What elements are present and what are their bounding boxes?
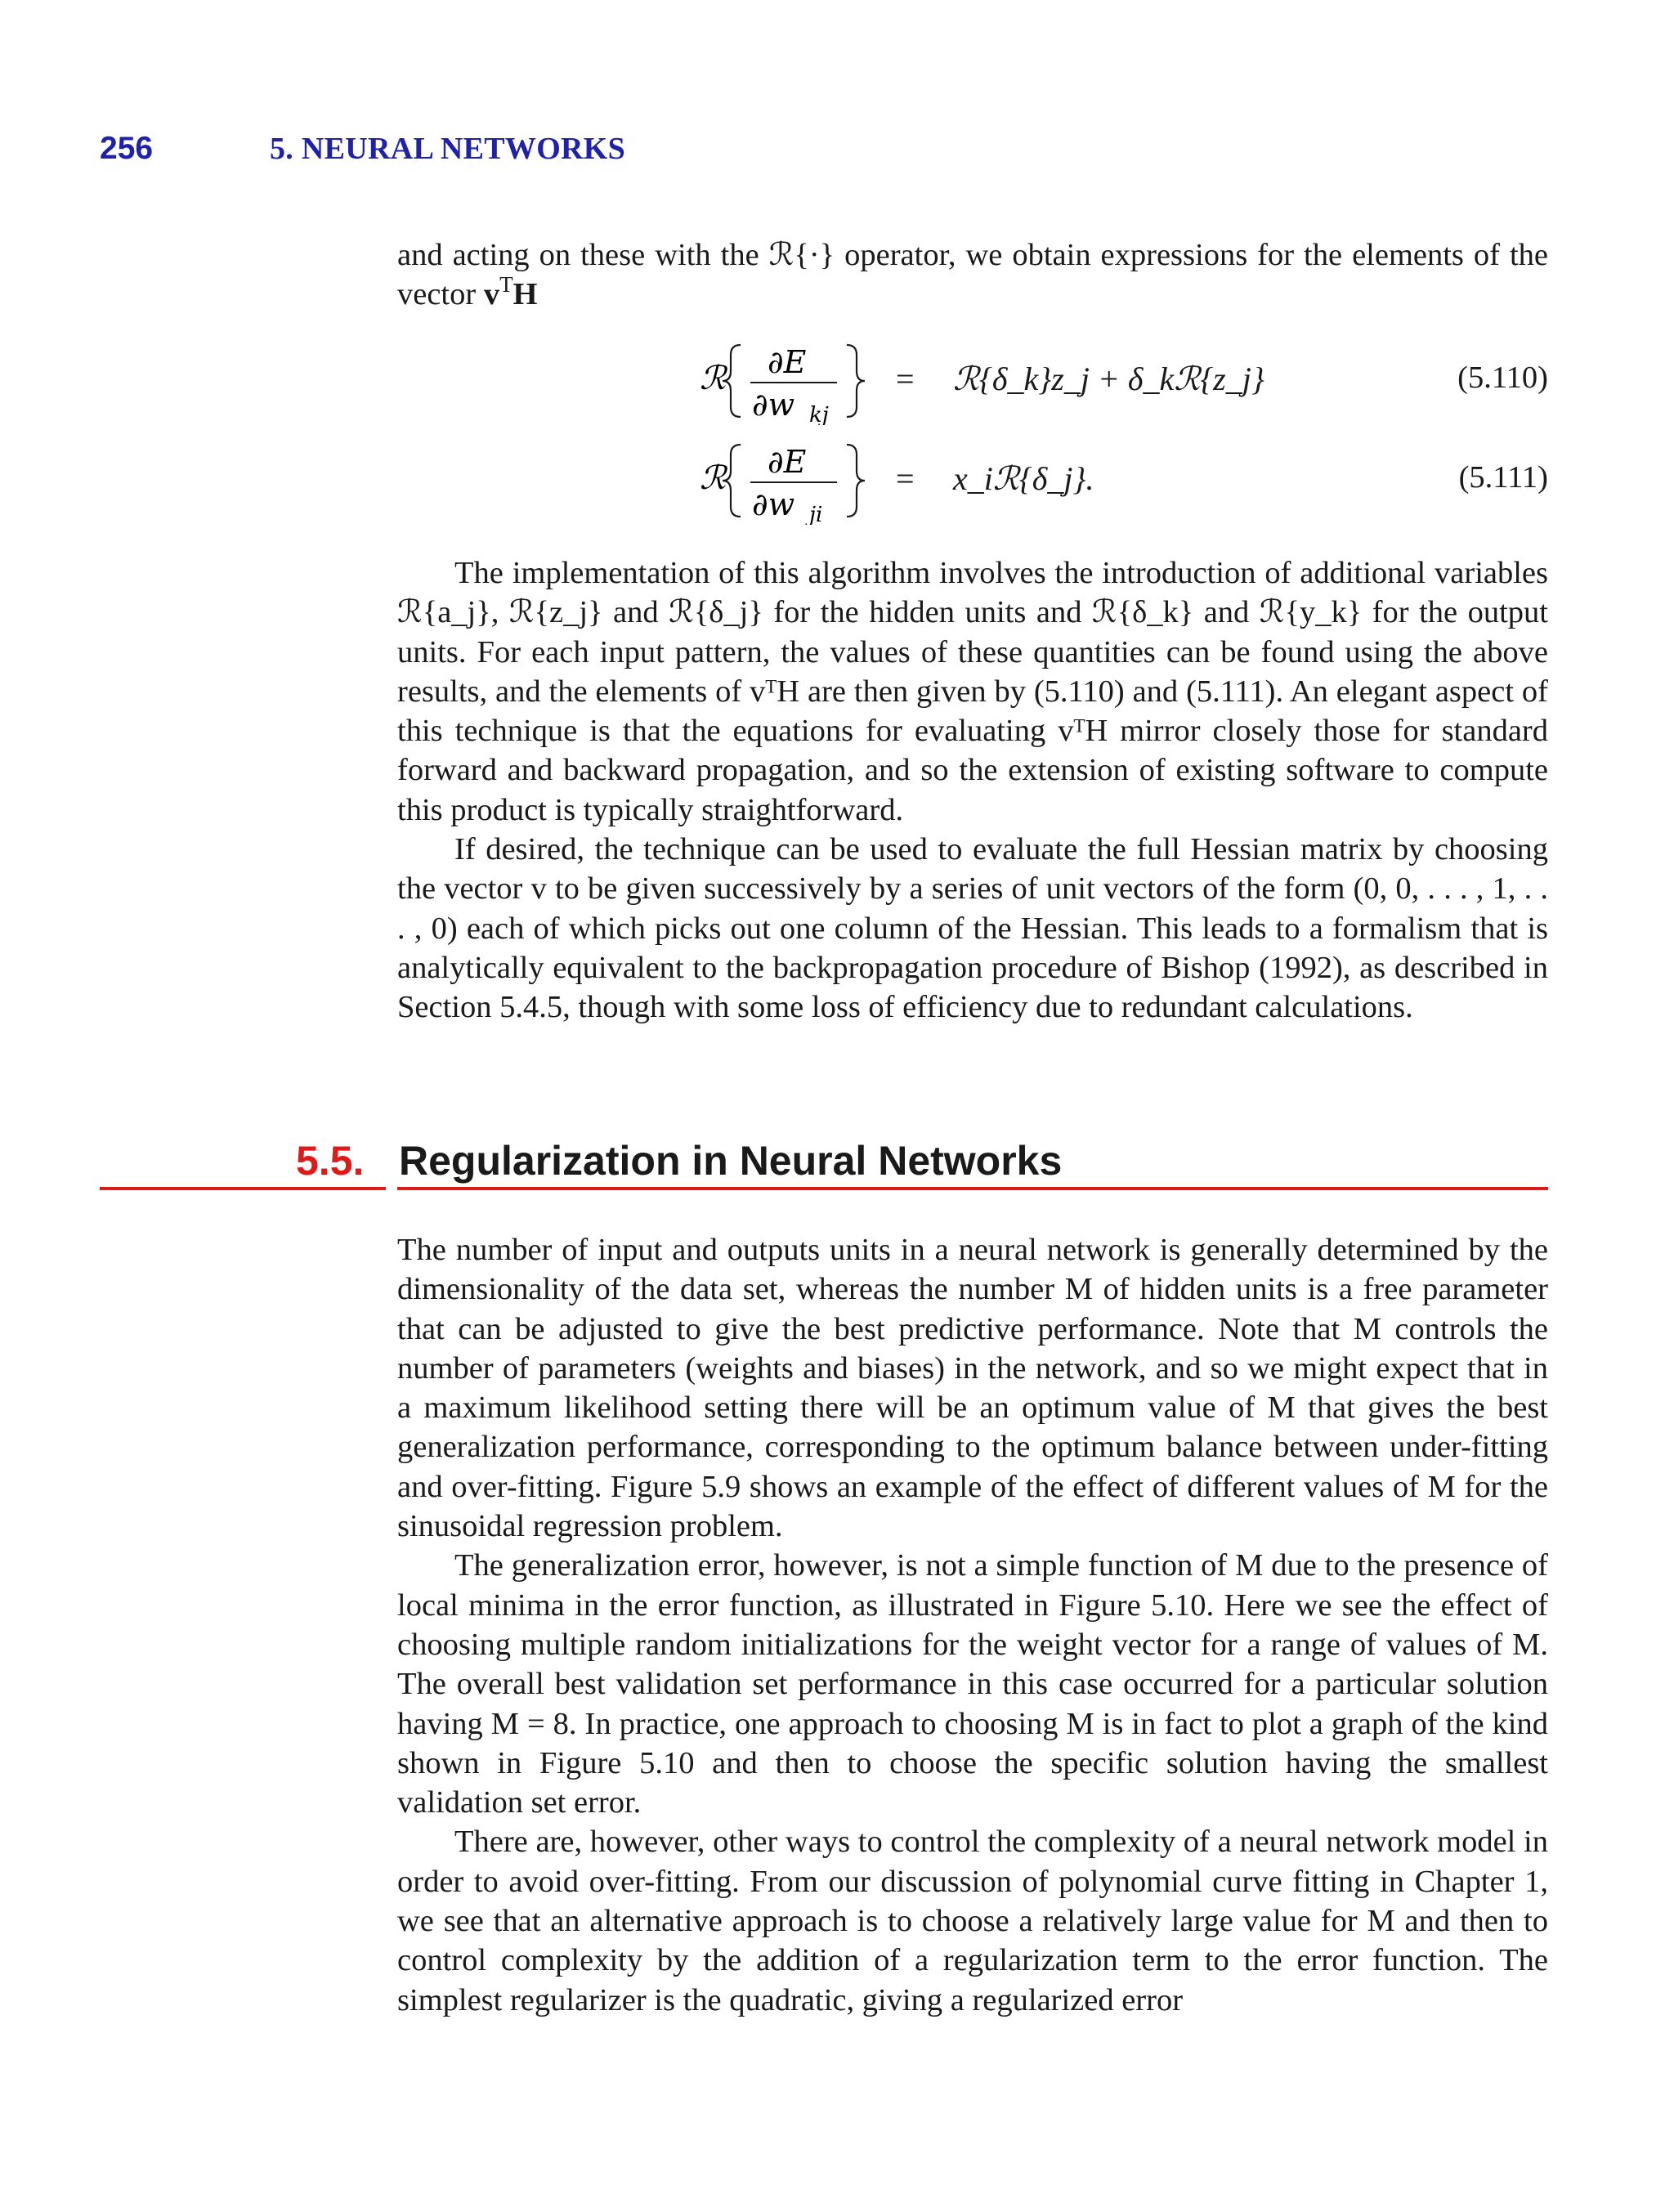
intro-paragraph bbox=[397, 235, 1548, 315]
page-header bbox=[0, 131, 1674, 180]
denominator-subscript: ji bbox=[809, 503, 823, 525]
paragraphs-block-1 bbox=[397, 553, 1548, 1028]
calr-operator: ℛ bbox=[700, 360, 726, 397]
paragraphs-block-2 bbox=[397, 1230, 1548, 2020]
equation-rhs: x_iℛ{δ_j}. bbox=[953, 460, 1094, 497]
denominator: ∂w bbox=[752, 387, 795, 423]
denominator: ∂w bbox=[752, 486, 795, 522]
section-title: Regularization in Neural Networks bbox=[399, 1138, 1063, 1184]
right-brace bbox=[847, 445, 865, 517]
page-number: 256 bbox=[100, 131, 154, 166]
transpose-sup: T bbox=[499, 272, 513, 298]
denominator-subscript: kj bbox=[809, 403, 829, 425]
paragraph-generalization-error: The generalization error, however, is not a simple function of M due to the presence of local minima in the error function, as illustrated in Figure 5.10. Here we see the effect of choosing multiple random initializations for the weight vector for a range of values of M. The overall best validation set performance in this case occurred for a particular solution having M = 8. In practice, one approach to choosing M is in fact to plot a graph of the kind shown in Figure 5.10 and then to choose the specific solution having the smallest validation set error. bbox=[397, 1548, 1548, 1820]
section-rule-right bbox=[397, 1187, 1548, 1190]
matrix-h: H bbox=[512, 277, 538, 312]
equals-sign: = bbox=[896, 460, 915, 497]
equation-5-110 bbox=[397, 337, 1548, 425]
left-brace bbox=[723, 345, 741, 417]
left-brace bbox=[723, 445, 741, 517]
right-brace bbox=[847, 345, 865, 417]
numerator: ∂E bbox=[768, 444, 807, 480]
paragraph-implementation: The implementation of this algorithm involves the introduction of additional variables ℛ{a_j}, ℛ{z_j} and ℛ{δ_j} for the hidden units and ℛ{δ_k} and ℛ{y_k} for the output units. For each input pattern, the values of these quantities can be found using the above results, and the elements of vᵀH are then given by (5.110) and (5.111). An elegant aspect of this technique is that the equations for evaluating vᵀH mirror closely those for standard forward and backward propagation, and so the extension of existing software to compute this product is typically straightforward. bbox=[397, 556, 1548, 827]
calr-operator: ℛ bbox=[700, 459, 726, 497]
paragraph-regularizer: There are, however, other ways to control the complexity of a neural network model in order to avoid over-fitting. From our discussion of polynomial curve fitting in Chapter 1, we see that an alternative approach is to choose a relatively large value for M and then to control complexity by the addition of a regularization term to the error function. The simplest regularizer is the quadratic, giving a regularized error bbox=[397, 1825, 1548, 2017]
paragraph-full-hessian: If desired, the technique can be used to evaluate the full Hessian matrix by choosing the vector v to be given successively by a series of unit vectors of the form (0, 0, . . . , 1, . . . , 0) each of which picks out one column of the Hessian. This leads to a formalism that is analytically equivalent to the backpropagation procedure of Bishop (1992), as described in Section 5.4.5, though with some loss of efficiency due to redundant calculations. bbox=[397, 832, 1548, 1025]
equation-number: (5.110) bbox=[1457, 360, 1548, 395]
equals-sign: = bbox=[896, 360, 915, 397]
equation-number: (5.111) bbox=[1458, 460, 1548, 495]
section-rule-left bbox=[100, 1187, 386, 1190]
paragraph-hidden-units: The number of input and outputs units in a neural network is generally determined by the dimensionality of the data set, whereas the number M of hidden units is a free parameter that can be adjusted to give the best predictive performance. Note that M controls the number of parameters (weights and biases) in the network, and so we might expect that in a maximum likelihood setting there will be an optimum value of M that gives the best generalization performance, corresponding to the optimum balance between under-fitting and over-fitting. Figure 5.9 shows an example of the effect of different values of M for the sinusoidal regression problem. bbox=[397, 1233, 1548, 1544]
running-head: 5. NEURAL NETWORKS bbox=[270, 132, 626, 166]
equation-lhs bbox=[700, 337, 896, 425]
numerator: ∂E bbox=[768, 344, 807, 380]
equation-rhs: ℛ{δ_k}z_j + δ_kℛ{z_j} bbox=[953, 360, 1264, 397]
section-number: 5.5. bbox=[296, 1138, 365, 1184]
equation-5-111 bbox=[397, 437, 1548, 525]
equation-lhs bbox=[700, 437, 896, 525]
vector-v: v bbox=[483, 277, 500, 312]
intro-text: and acting on these with the ℛ{·} operator, we obtain expressions for the elements of the vector bbox=[397, 238, 1548, 312]
